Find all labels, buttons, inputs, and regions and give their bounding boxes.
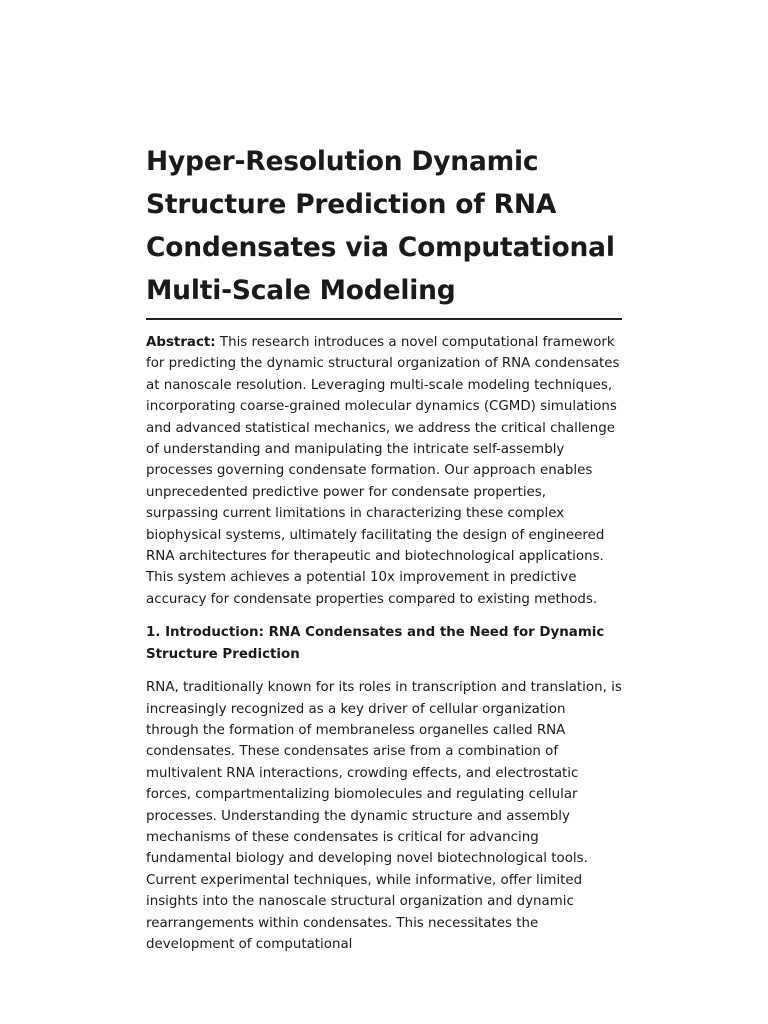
abstract-label: Abstract: (146, 335, 216, 350)
abstract-paragraph (146, 332, 622, 610)
paper-page (146, 140, 622, 955)
title-divider (146, 318, 622, 320)
introduction-paragraph: RNA, traditionally known for its roles in transcription and translation, is increasingly recognized as a key driver of cellular organization through the formation of membraneless organelles called RNA condensates. These condensates arise from a combination of multivalent RNA interactions, crowding effects, and electrostatic forces, compartmentalizing biomolecules and regulating cellular processes. Understanding the dynamic structure and assembly mechanisms of these condensates is critical for advancing fundamental biology and developing novel biotechnological tools. Current experimental techniques, while informative, offer limited insights into the nanoscale structural organization and dynamic rearrangements within condensates. This necessitates the development of computational (146, 680, 622, 952)
paper-title: Hyper-Resolution Dynamic Structure Prediction of RNA Condensates via Computational Multi-Scale Modeling (146, 146, 615, 306)
section-heading-introduction: 1. Introduction: RNA Condensates and the Need for Dynamic Structure Prediction (146, 625, 605, 662)
abstract-text: This research introduces a novel computational framework for predicting the dynamic structural organization of RNA condensates at nanoscale resolution. Leveraging multi-scale modeling techniques, incorporating coarse-grained molecular dynamics (CGMD) simulations and advanced statistical mechanics, we address the critical challenge of understanding and manipulating the intricate self-assembly processes governing condensate formation. Our approach enables unprecedented predictive power for condensate properties, surpassing current limitations in characterizing these complex biophysical systems, ultimately facilitating the design of engineered RNA architectures for therapeutic and biotechnological applications. This system achieves a potential 10x improvement in predictive accuracy for condensate properties compared to existing methods. (146, 335, 620, 607)
